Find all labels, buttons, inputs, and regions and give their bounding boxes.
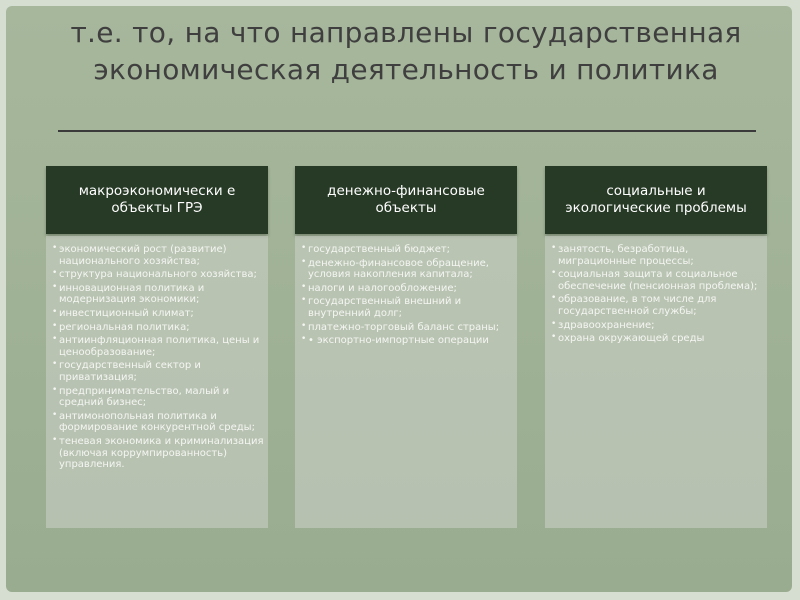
- list-item: • теневая экономика и криминализация (включая коррумпированность) управления.: [52, 436, 264, 471]
- list-item: • государственный бюджет;: [301, 244, 513, 256]
- column-header: денежно-финансовые объекты: [295, 166, 517, 234]
- list-item: • антимонопольная политика и формирование конкурентной среды;: [52, 411, 264, 434]
- list-item: • социальная защита и социальное обеспечение (пенсионная проблема);: [551, 269, 763, 292]
- list-item: • антиинфляционная политика, цены и ценообразование;: [52, 335, 264, 358]
- slide-title: т.е. то, на что направлены государственная экономическая деятельность и политика: [70, 16, 742, 86]
- column-body: [295, 236, 517, 528]
- list-item: • платежно-торговый баланс страны;: [301, 322, 513, 334]
- title-divider: [58, 130, 756, 132]
- list-item: • здравоохранение;: [551, 320, 763, 332]
- column-social-ecological: [545, 166, 767, 528]
- column-body: [46, 236, 268, 528]
- list-item: • денежно-финансовое обращение, условия накопления капитала;: [301, 258, 513, 281]
- list-item: • • экспортно-импортные операции: [301, 335, 513, 347]
- item-list: [551, 244, 763, 345]
- list-item: • государственный внешний и внутренний долг;: [301, 296, 513, 319]
- list-item: • региональная политика;: [52, 322, 264, 334]
- column-monetary-financial: [295, 166, 517, 528]
- list-item: • образование, в том числе для государственной службы;: [551, 294, 763, 317]
- list-item: • охрана окружающей среды: [551, 333, 763, 345]
- item-list: [301, 244, 513, 347]
- list-item: • инвестиционный климат;: [52, 308, 264, 320]
- column-macroeconomic: [46, 166, 268, 528]
- slide: [6, 6, 792, 592]
- list-item: • экономический рост (развитие) национального хозяйства;: [52, 244, 264, 267]
- list-item: • инновационная политика и модернизация экономики;: [52, 283, 264, 306]
- column-body: [545, 236, 767, 528]
- column-header: макроэкономически е объекты ГРЭ: [46, 166, 268, 234]
- list-item: • предпринимательство, малый и средний бизнес;: [52, 386, 264, 409]
- list-item: • государственный сектор и приватизация;: [52, 360, 264, 383]
- item-list: [52, 244, 264, 471]
- column-header: социальные и экологические проблемы: [545, 166, 767, 234]
- list-item: • структура национального хозяйства;: [52, 269, 264, 281]
- list-item: • налоги и налогообложение;: [301, 283, 513, 295]
- list-item: • занятость, безработица, миграционные процессы;: [551, 244, 763, 267]
